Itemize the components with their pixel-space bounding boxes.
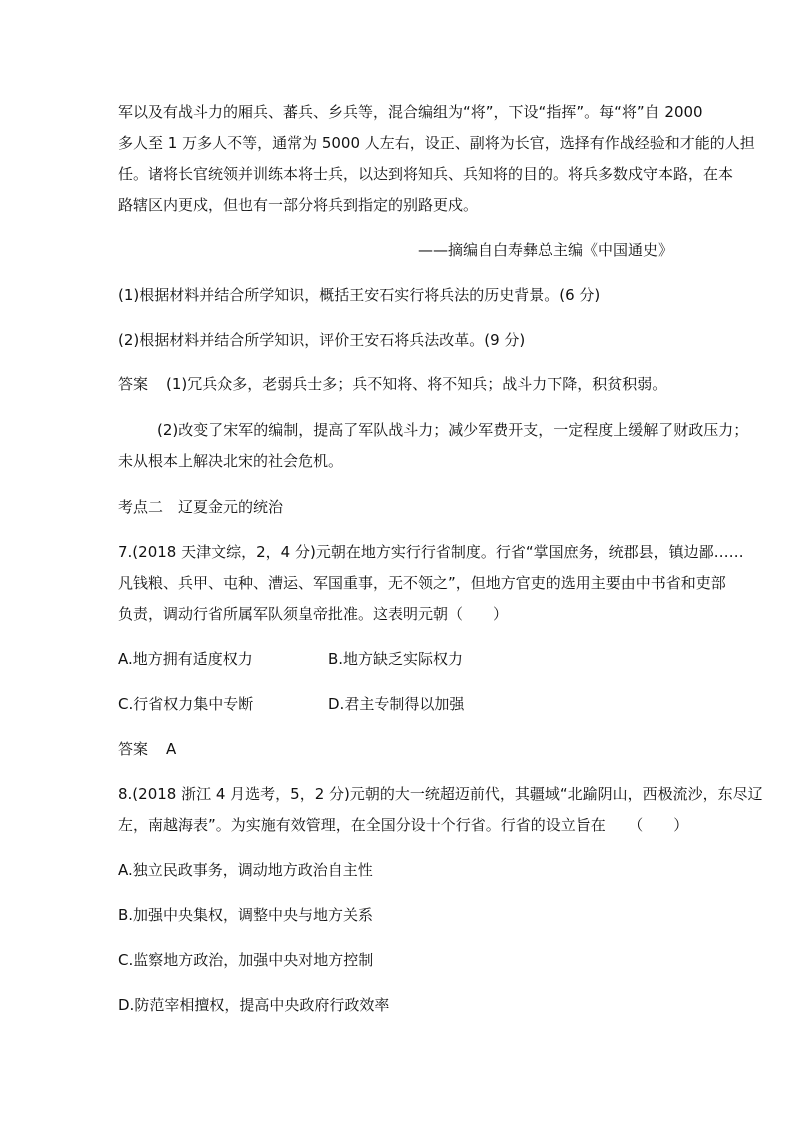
section-title: 考点二 辽夏金元的统治: [118, 498, 284, 516]
passage-source: ——摘编自白寿彝总主编《中国通史》: [417, 241, 673, 259]
answer-6-part-1: [118, 374, 667, 394]
q7-option-a: A.地方拥有适度权力: [118, 650, 253, 668]
passage-line-4: 路辖区内更戍，但也有一部分将兵到指定的别路更戍。: [118, 196, 479, 214]
q7-stem-line-3: 负责，调动行省所属军队须皇帝批准。这表明元朝（ ）: [118, 605, 509, 623]
answer-text: A: [166, 740, 177, 758]
q7-option-b: B.地方缺乏实际权力: [328, 650, 464, 668]
q7-stem-line-2: 凡钱粮、兵甲、屯种、漕运、军国重事，无不领之”，但地方官吏的选用主要由中书省和吏部: [118, 574, 726, 592]
q7-option-d: D.君主专制得以加强: [328, 695, 465, 713]
q8-option-c: C.监察地方政治，加强中央对地方控制: [118, 951, 374, 969]
answer-label: 答案: [118, 375, 149, 393]
q7-option-c: C.行省权力集中专断: [118, 695, 254, 713]
question-1: (1)根据材料并结合所学知识，概括王安石实行将兵法的历史背景。(6 分): [118, 286, 601, 304]
q8-stem-line-2: 左，南越海表”。为实施有效管理，在全国分设十个行省。行省的设立旨在 （ ）: [118, 816, 689, 834]
answer-text: (1)冗兵众多，老弱兵士多；兵不知将、将不知兵；战斗力下降，积贫积弱。: [166, 375, 668, 393]
answer-6-part-2-line-1: (2)改变了宋军的编制，提高了军队战斗力；减少军费开支，一定程度上缓解了财政压力；: [157, 421, 749, 439]
passage-line-3: 任。诸将长官统领并训练本将士兵，以达到将知兵、兵知将的目的。将兵多数戍守本路，在本: [118, 165, 734, 183]
q8-option-a: A.独立民政事务，调动地方政治自主性: [118, 861, 373, 879]
q8-option-b: B.加强中央集权，调整中央与地方关系: [118, 906, 374, 924]
question-2: (2)根据材料并结合所学知识，评价王安石将兵法改革。(9 分): [118, 331, 526, 349]
passage-line-2: 多人至 1 万多人不等，通常为 5000 人左右，设正、副将为长官，选择有作战经验和才能的人担: [118, 134, 755, 152]
q8-option-d: D.防范宰相擅权，提高中央政府行政效率: [118, 996, 390, 1014]
q7-stem-line-1: 7.(2018 天津文综，2，4 分)元朝在地方实行行省制度。行省“掌国庶务，统郡县，镇边鄙……: [118, 543, 744, 561]
q8-stem-line-1: 8.(2018 浙江 4 月选考，5，2 分)元朝的大一统超迈前代，其疆域“北踰阴山，西极流沙，东尽辽: [118, 785, 763, 803]
answer-6-part-2-line-2: 未从根本上解决北宋的社会危机。: [118, 452, 344, 470]
q7-answer: [118, 739, 176, 759]
answer-label: 答案: [118, 740, 149, 758]
passage-line-1: 军以及有战斗力的厢兵、蕃兵、乡兵等，混合编组为“将”，下设“指挥”。每“将”自 2000: [118, 103, 703, 121]
